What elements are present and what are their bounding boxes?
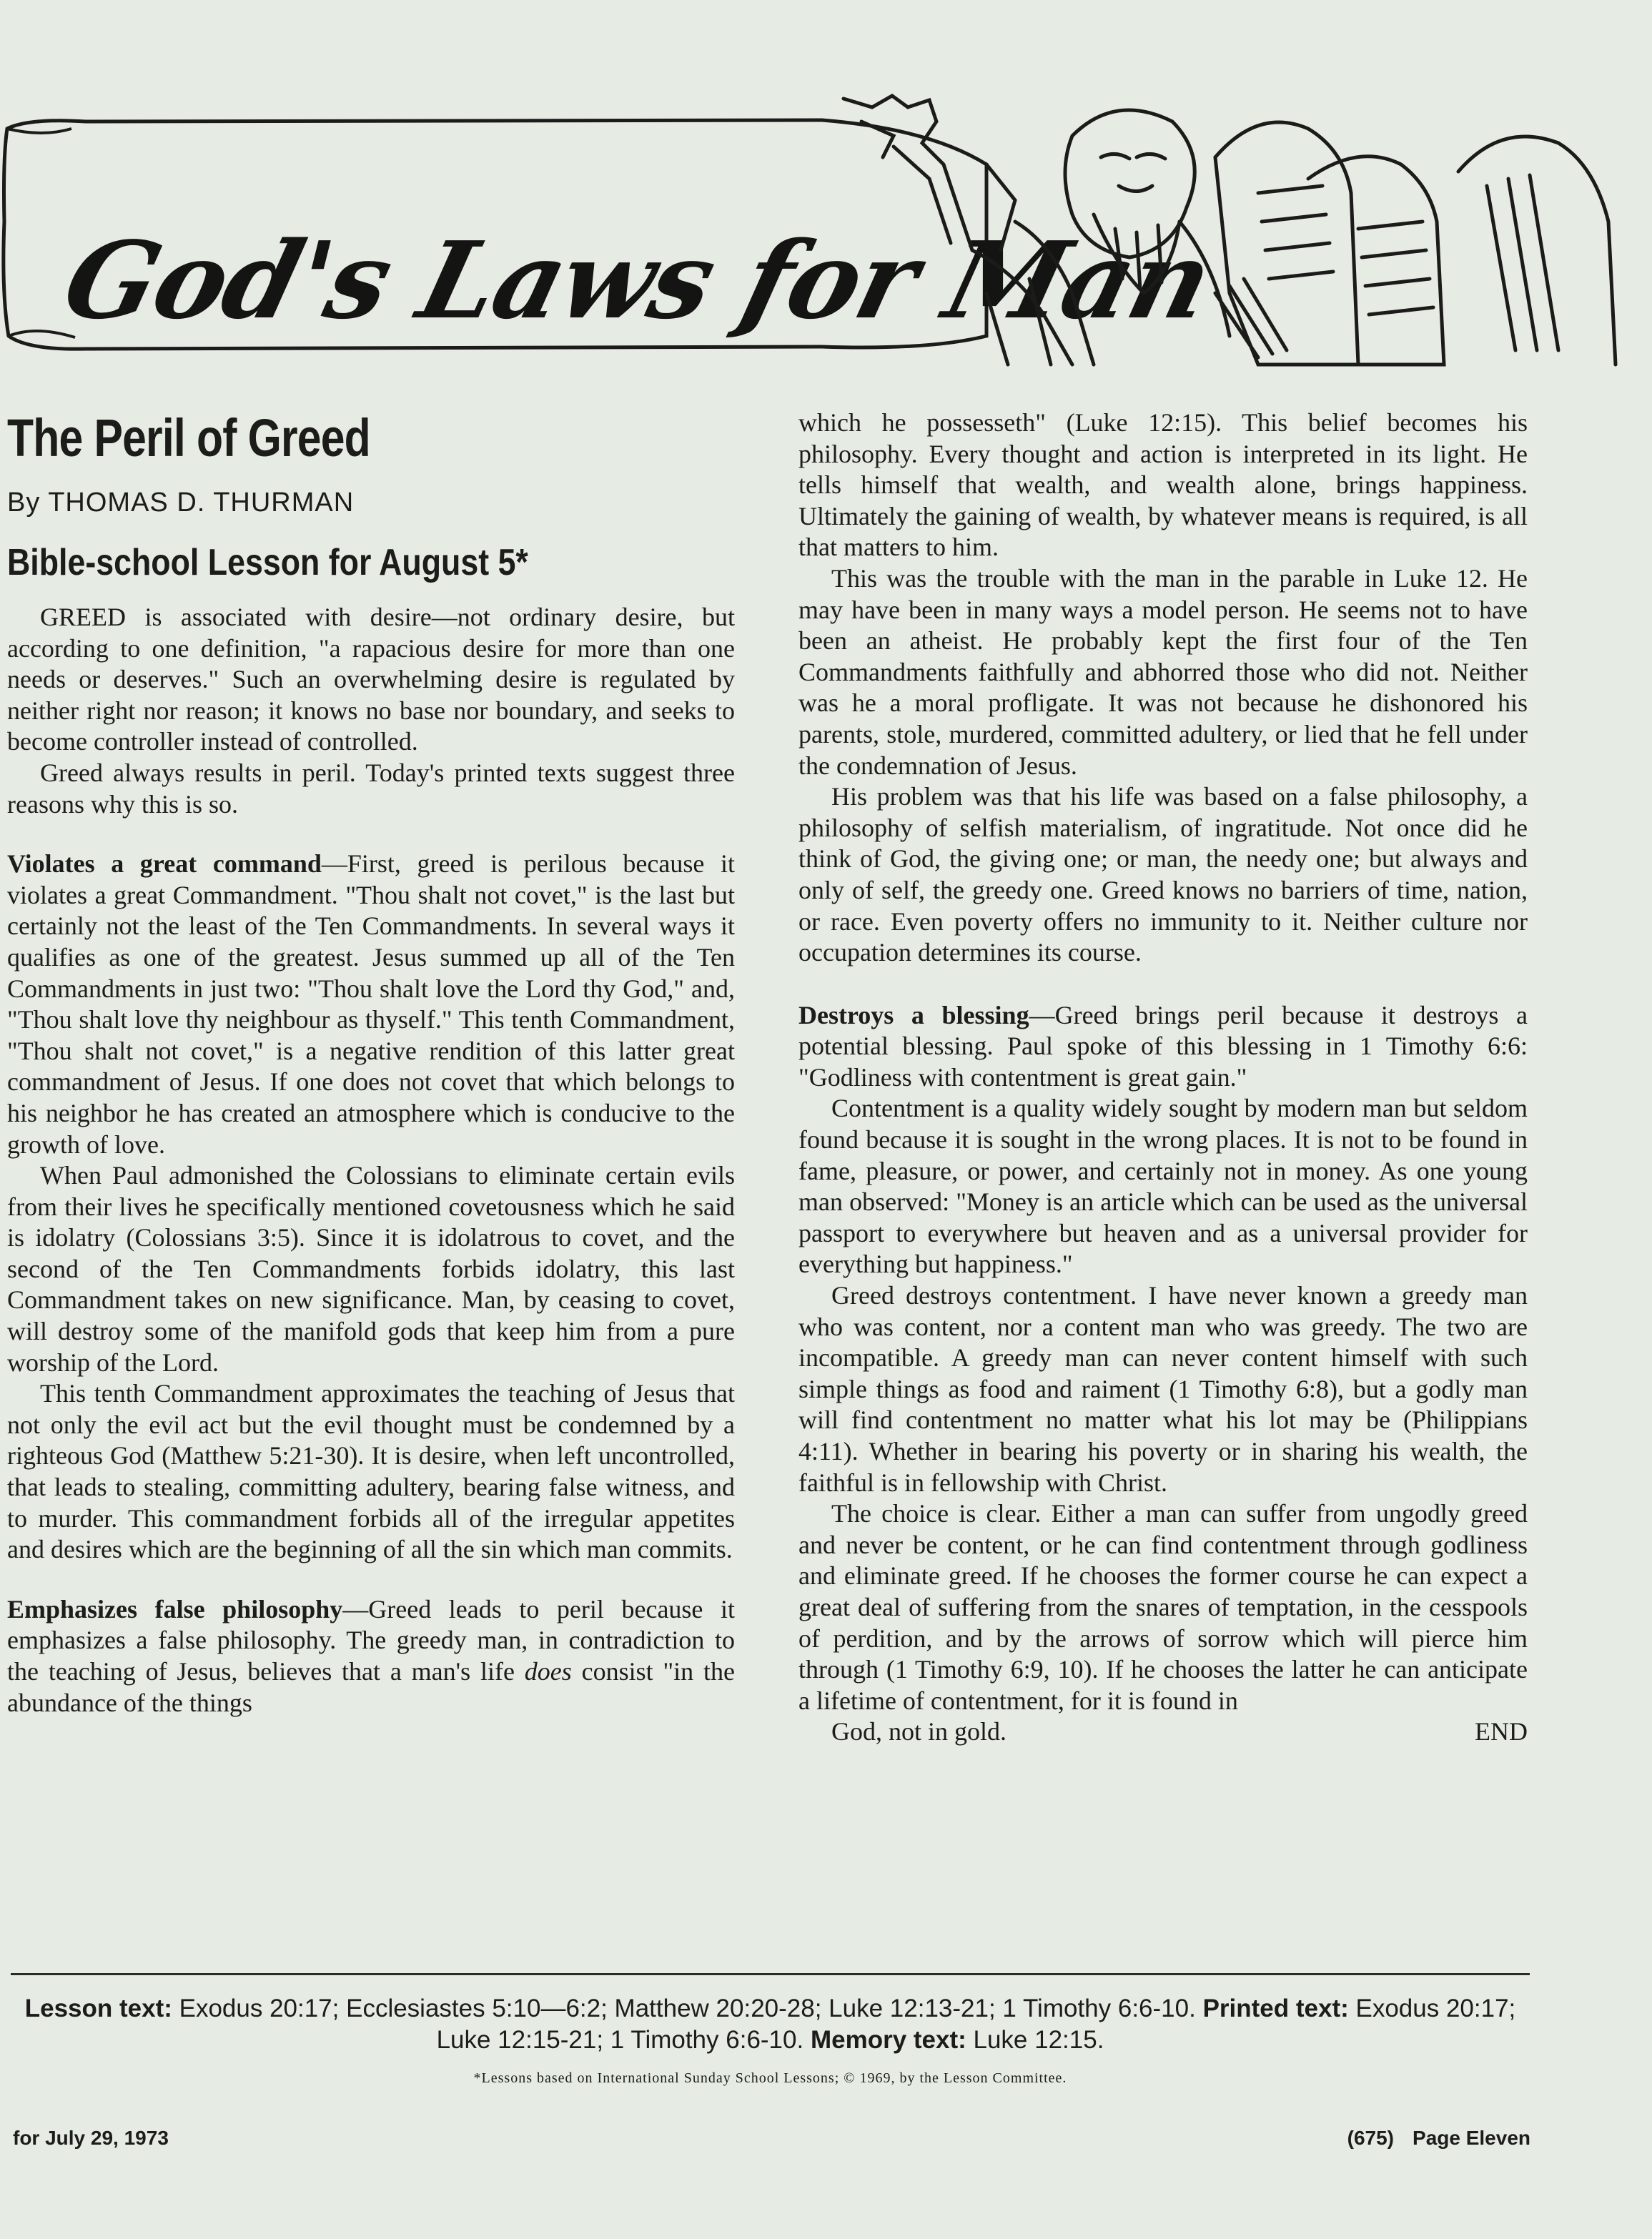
printed-text-value: Exodus 20:17; Luke 12:15-21; 1 Timothy 6:6-10. [436,1995,1516,2054]
page-label: Page Eleven [1413,2127,1530,2149]
page-number [1347,2127,1530,2150]
banner-title: God's Laws for Man [52,218,1223,342]
closing-text: God, not in gold. [831,1717,1007,1746]
paragraph: Greed always results in peril. Today's printed texts suggest three reasons why this is so. [7,758,735,819]
lesson-references [11,1993,1530,2056]
section-text: —First, greed is perilous because it violates a great Commandment. "Thou shalt not covet," is the last but certainly not the least of the Ten Commandments. In several ways it qualifies as one of the greatest. Jesus summed up all of the Ten Commandments in just two: "Thou shalt love the Lord thy God," and, "Thou shalt love thy neighbour as thyself." This tenth Commandment, "Thou shalt not covet," is a negative rendition of this latter great commandment of Jesus. If one does not covet that which belongs to his neighbor he has created an atmosphere which is conducive to the growth of love. [7,849,735,1159]
lesson-text-label: Lesson text: [24,1995,172,2022]
section-text: —Greed leads to peril because it emphasizes a false philosophy. The greedy man, in contradiction to the teaching of Jesus, believes that a man's life [7,1594,735,1686]
paragraph: GREED is associated with desire—not ordinary desire, but according to one definition, "a rapacious desire for more than one needs or deserves." Such an overwhelming desire is regulated by neither right nor reason; it knows no base nor boundary, and seeks to become controller instead of controlled. [7,603,735,756]
emphasis: does [524,1657,572,1686]
memory-text-value: Luke 12:15. [966,2026,1104,2054]
section-lead: Emphasizes false philosophy [7,1594,343,1623]
paragraph: This tenth Commandment approximates the teaching of Jesus that not only the evil act but the evil thought must be condemned by a righteous God (Matthew 5:21-30). It is desire, when left uncontrolled, that leads to stealing, committing adultery, bearing false witness, and to murder. This commandment forbids all of the irregular appetites and desires which are the beginning of all the sin which man commits. [7,1379,735,1564]
paragraph: which he possesseth" (Luke 12:15). This belief becomes his philosophy. Every thought and action is interpreted in its light. He tells himself that wealth, and wealth alone, brings happiness. Ultimately the gaining of wealth, by whatever means is required, is all that matters to him. [798,408,1528,562]
paragraph: Contentment is a quality widely sought by modern man but seldom found because it is sought in the wrong places. It is not to be found in fame, pleasure, or power, and certainly not in money. As one young man observed: "Money is an article which can be used as the universal passport to everywhere but heaven and as a universal provider for everything but happiness." [798,1094,1528,1279]
section-violates-great-command [7,849,735,1160]
section-text: consist "in the abundance of the things [7,1657,735,1717]
lesson-heading: Bible-school Lesson for August 5* [7,542,528,583]
memory-text-label: Memory text: [810,2026,966,2054]
footer-divider [11,1973,1530,1975]
closing-line [798,1716,1528,1748]
paragraph: When Paul admonished the Colossians to eliminate certain evils from their lives he specifically mentioned covetousness which he said is idolatry (Colossians 3:5). Since it is idolatrous to covet, and the second of the Ten Commandments forbids idolatry, this last Commandment takes on new significance. Man, by ceasing to covet, will destroy some of the manifold gods that keep him from a pure worship of the Lord. [7,1161,735,1377]
section-lead: Destroys a blessing [798,1000,1029,1029]
end-mark: END [1475,1717,1528,1746]
moses-with-tablets-icon [0,79,1652,379]
section-text: —Greed brings peril because it destroys a potential blessing. Paul spoke of this blessing in 1 Timothy 6:6: "Godliness with contentment is great gain." [798,1000,1528,1092]
byline: By THOMAS D. THURMAN [7,488,355,518]
paragraph: His problem was that his life was based on a false philosophy, a philosophy of selfish materialism, of ingratitude. Not once did he think of God, the giving one; or man, the needy one; but always and only of self, the greedy one. Greed knows no barriers of time, nation, or race. Even poverty offers no immunity to it. Neither culture nor occupation determines its course. [798,782,1528,967]
right-column [798,407,1528,1748]
paragraph: This was the trouble with the man in the parable in Luke 12. He may have been in many ways a model person. He seems not to have been an atheist. He probably kept the first four of the Ten Commandments faithfully and abhorred those who did not. Neither was he a moral profligate. It was not because he dishonored his parents, stole, murdered, committed adultery, or lied that he fell under the condemnation of Jesus. [798,563,1528,780]
section-destroys-blessing [798,1000,1528,1094]
section-emphasizes-false-philosophy [7,1594,735,1719]
article-title: The Peril of Greed [7,408,370,468]
lesson-text-value: Exodus 20:17; Ecclesiastes 5:10—6:2; Matthew 20:20-28; Luke 12:13-21; 1 Timothy 6:6-10. [172,1995,1203,2022]
section-lead: Violates a great command [7,849,322,879]
printed-text-label: Printed text: [1202,1995,1349,2022]
paragraph: The choice is clear. Either a man can suffer from ungodly greed and never be content, or he can find contentment through godliness and eliminate greed. If he chooses the former course he can expect a great deal of suffering from the snares of temptation, in the cesspools of perdition, and by the arrows of sorrow which will pierce him through (1 Timothy 6:9, 10). If he chooses the latter he can anticipate a lifetime of contentment, for it is found in [798,1499,1528,1715]
banner [0,79,1652,379]
issue-date: for July 29, 1973 [13,2127,169,2149]
left-column [0,407,735,1719]
page-code: (675) [1347,2127,1395,2149]
copyright-note: *Lessons based on International Sunday School Lessons; © 1969, by the Lesson Committee. [473,2070,1067,2086]
paragraph: Greed destroys contentment. I have never known a greedy man who was content, nor a content man who was greedy. The two are incompatible. A greedy man can never content himself with such simple things as food and raiment (1 Timothy 6:8), but a godly man will find contentment no matter what his lot may be (Philippians 4:11). Whether in bearing his poverty or in sharing his wealth, the faithful is in fellowship with Christ. [798,1281,1528,1497]
